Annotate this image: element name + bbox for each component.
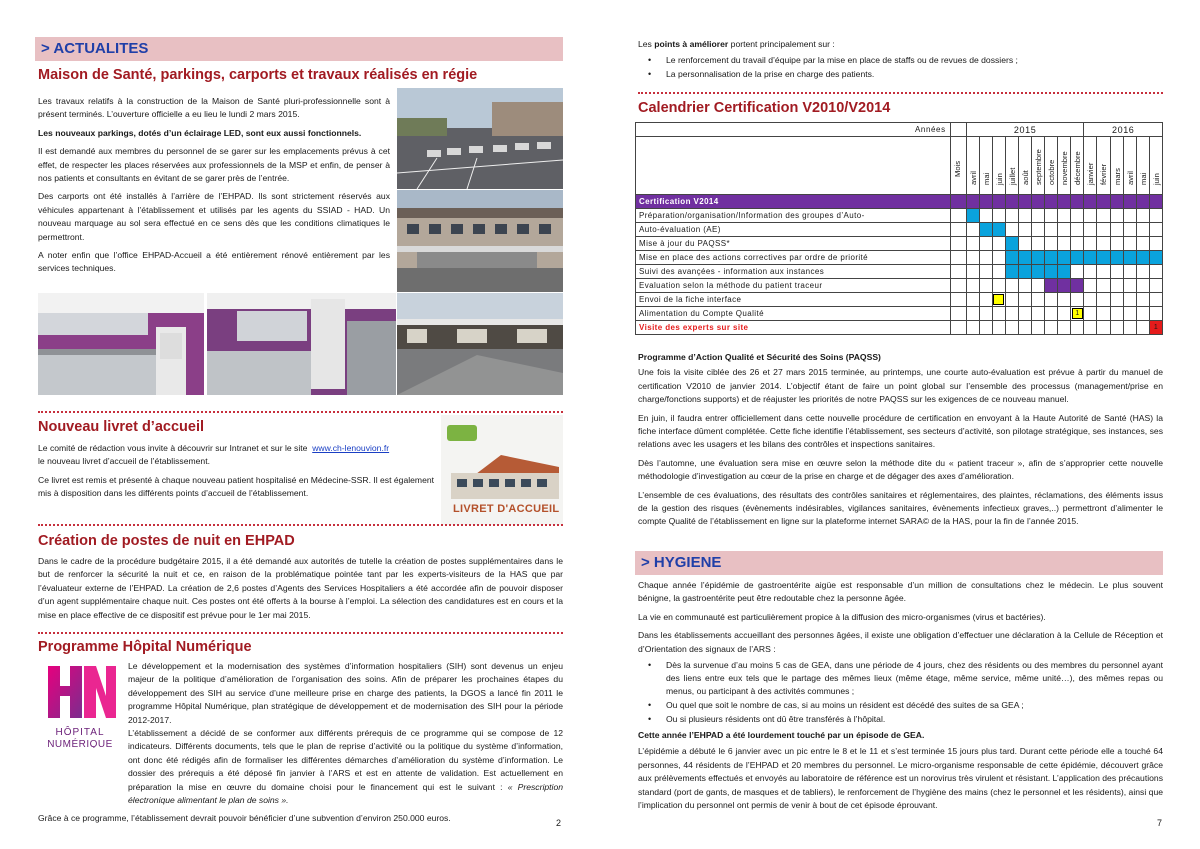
gantt-cell (966, 293, 979, 307)
gantt-cell (979, 209, 992, 223)
maison-p5: A noter enfin que l’office EHPAD-Accueil a été entièrement rénové entièrement par les services techniques. (38, 250, 390, 274)
gantt-cell (992, 321, 1005, 335)
gantt-cell (1110, 251, 1123, 265)
office-photo-2 (207, 293, 396, 395)
gantt-task-label: Envoi de la fiche interface (636, 293, 951, 307)
gantt-cell (1032, 279, 1045, 293)
gantt-cell (1032, 223, 1045, 237)
gantt-cell (966, 195, 979, 209)
gantt-month-label: juin (1151, 173, 1161, 185)
gantt-cell (1045, 237, 1058, 251)
gantt-cell (1071, 321, 1084, 335)
maison-p1: Les travaux relatifs à la construction de la Maison de Santé pluri-professionnelle sont à présent terminés. L’ouverture officielle a eu lieu le lundi 2 mars 2015. (38, 96, 390, 120)
gantt-cell (1097, 251, 1110, 265)
gantt-cell (1005, 223, 1018, 237)
gantt-cell (1058, 265, 1071, 279)
gantt-month (979, 137, 992, 195)
livret-p2: Ce livret est remis et présenté à chaque nouveau patient hospitalisé en Médecine-SSR. Il est également mis à disposition dans les différents points d’accueil de l’établissement. (38, 474, 435, 499)
gantt-cell (992, 195, 1005, 209)
gantt-cell (992, 265, 1005, 279)
hn-p3: Grâce à ce programme, l’établissement devrait pouvoir bénéficier d’une subvention d’environ 250.000 euros. (38, 813, 451, 824)
gantt-cell (1045, 265, 1058, 279)
livret-text (38, 442, 438, 506)
hygiene-section (638, 579, 1163, 817)
gantt-month (1045, 137, 1058, 195)
gantt-cell (1136, 223, 1149, 237)
gantt-cell (1005, 307, 1018, 321)
maison-text (38, 95, 390, 281)
livret-p1 (38, 442, 438, 469)
gantt-cell (1058, 223, 1071, 237)
gantt-cell (1071, 279, 1084, 293)
gantt-row (636, 279, 1163, 293)
gantt-cell (1097, 195, 1110, 209)
hn-title: Programme Hôpital Numérique (38, 639, 252, 655)
gantt-cell (966, 237, 979, 251)
gantt-cell (1045, 279, 1058, 293)
gantt-cell (1005, 251, 1018, 265)
divider-3 (38, 632, 563, 634)
list-item: • Ou si plusieurs résidents ont dû être transférés à l’hôpital. (638, 713, 1163, 726)
gantt-cell (1136, 209, 1149, 223)
gantt-cell (1084, 321, 1097, 335)
livret-p1a: Le comité de rédaction vous invite à découvrir sur Intranet et sur le site (38, 443, 308, 453)
gantt-task-label: Mise à jour du PAQSS* (636, 237, 951, 251)
gantt-cell (1123, 195, 1136, 209)
gantt-row (636, 209, 1163, 223)
gantt-cell (1084, 237, 1097, 251)
gantt-task-label: Certification V2014 (636, 195, 951, 209)
gantt-cell (1019, 265, 1032, 279)
gantt-cell (1032, 293, 1045, 307)
gantt-cell (1110, 223, 1123, 237)
gantt-month (1136, 137, 1149, 195)
gantt-cell (1005, 265, 1018, 279)
gantt-cell (1084, 209, 1097, 223)
gantt-cell (979, 223, 992, 237)
gantt-cell (1019, 237, 1032, 251)
gantt-cell (1058, 209, 1071, 223)
site-link[interactable]: www.ch-lenouvion.fr (312, 443, 390, 453)
gantt-cell (1149, 195, 1162, 209)
gantt-cell (979, 279, 992, 293)
gantt-row (636, 223, 1163, 237)
gantt-cell (1097, 279, 1110, 293)
gantt-row (636, 251, 1163, 265)
hn-p2 (38, 727, 563, 807)
gantt-mark: 1 (1072, 308, 1083, 319)
gantt-cell (1136, 195, 1149, 209)
nuit-text (38, 555, 563, 627)
gantt-header-annees: Années (636, 123, 951, 137)
gantt-task-label: Alimentation du Compte Qualité (636, 307, 951, 321)
carport-photo (397, 190, 563, 292)
gantt-month-label: février (1099, 163, 1109, 185)
paqss-title: Programme d’Action Qualité et Sécurité des Soins (PAQSS) (638, 352, 881, 362)
logo-line1: HÔPITAL (55, 727, 105, 738)
gantt-table (635, 122, 1163, 335)
gantt-month-label: juin (994, 173, 1004, 185)
hn-p1: Le développement et la modernisation des systèmes d’information hospitaliers (SIH) sont devenus un enjeu majeur de la politique d’amélioration de l’organisation des soins. Afin de préparer les prochaines étapes du développement des SIH au service d’une meilleure prise en charge des patients, la DGOS a lancé fin 2011 le programme Hôpital Numérique, plan stratégique de développement et de modernisation des SIH pour la période 2012-2017. (128, 661, 563, 725)
gantt-cell (1084, 293, 1097, 307)
livret-title: Nouveau livret d’accueil (38, 419, 205, 435)
gantt-month-label: mai (1138, 172, 1148, 185)
gantt-cell (1110, 195, 1123, 209)
gantt-cell (1019, 279, 1032, 293)
ameliorer-block (638, 38, 1163, 82)
gantt-cell (1097, 307, 1110, 321)
hn-p2-text: L’établissement a décidé de se conformer aux différents prérequis de ce programme qui se compose de 12 indicateurs. Différents documents, tels que le plan de reprise d’activité ou la politique du système d’information, ont donc été rédigés afin de formaliser les différentes démarches d’amélioration du système d’information. Le dossier des prérequis a été déposé fin janvier à l’ARS et est en attente de validation. Est actuellement en préparation la mise en œuvre du domaine choisi pour le financement qui est le suivant : (128, 728, 563, 792)
gantt-month (1032, 137, 1045, 195)
gantt-task-label: Préparation/organisation/Information des groupes d’Auto- (636, 209, 951, 223)
nuit-p1: Dans le cadre de la procédure budgétaire 2015, il a été demandé aux autorités de tutelle la création de postes supplémentaires dans le but de renforcer la sécurité la nuit et ce, en raison de la problématique pointée tant par les experts-visiteurs de la HAS que par l’évaluateur externe de l’EHPAD. La création de 2,6 postes d’Agents des Services Hospitaliers a été accordée afin de pouvoir disposer d’un agent supplémentaire chaque nuit. Ces postes ont été offerts à la bourse à l’emploi. La sélection des candidatures est en cours et la mise en place effective de ce dispositif est prévue pour le 1er mai 2015. (38, 556, 563, 620)
gantt-cell (1110, 321, 1123, 335)
gantt-cell (1032, 195, 1045, 209)
gantt-cell (1071, 223, 1084, 237)
gantt-month-label: septembre (1034, 149, 1044, 185)
paqss-section (638, 351, 1163, 534)
gantt-cell (979, 321, 992, 335)
gantt-month (1097, 137, 1110, 195)
gantt-cell (1149, 307, 1162, 321)
gantt-cell (1058, 195, 1071, 209)
gantt-month-label: avril (1125, 171, 1135, 185)
gantt-month-label: mai (981, 172, 991, 185)
gantt-cell (966, 321, 979, 335)
gantt-task-label: Mise en place des actions correctives par ordre de priorité (636, 251, 951, 265)
gantt-cell (1149, 237, 1162, 251)
gantt-cell (1084, 195, 1097, 209)
gantt-cell (966, 251, 979, 265)
gantt-cell (1019, 251, 1032, 265)
gantt-cell (1084, 223, 1097, 237)
gantt-cell (1071, 265, 1084, 279)
gantt-cell (1032, 265, 1045, 279)
gantt-cell (1058, 307, 1071, 321)
intro-pre: Les (638, 39, 652, 49)
livret-cover (441, 415, 563, 525)
gantt-cell (992, 251, 1005, 265)
gantt-cell (992, 279, 1005, 293)
gantt-cell (1005, 195, 1018, 209)
gantt-cell (1019, 321, 1032, 335)
list-item: • Dès la survenue d’au moins 5 cas de GEA, dans une période de 4 jours, chez des résidents ou des membres du personnel ayant des liens entre eux tels que le partage des mêmes lieux (même étage, même service, même unité…), des mêmes repas ou menus, ou participant à des activités communes ; (638, 659, 1163, 698)
gantt-cell (1123, 293, 1136, 307)
hyg-p1: Chaque année l’épidémie de gastroentérite aigüe est responsable d’un million de consultations chez le médecin. Le plus souvent bénigne, la gastroentérite peut être redoutable chez la personne âgée. (638, 580, 1163, 604)
gantt-month-label: décembre (1073, 151, 1083, 185)
livret-cover-title: LIVRET D'ACCUEIL (453, 503, 560, 515)
gantt-cell (1084, 279, 1097, 293)
livret-p1b: le nouveau livret d’accueil de l’établissement. (38, 456, 210, 467)
gantt-cell (966, 265, 979, 279)
gantt-cell (1071, 251, 1084, 265)
maison-p3: Il est demandé aux membres du personnel de se garer sur les emplacements prévus à cet effet, de respecter les places réservées aux professionnels de la MSP et enfin, de penser à nos patients et consultants en évitant de se garer près de l’entrée. (38, 146, 390, 184)
intro-post: portent principalement sur : (730, 39, 835, 49)
building-photo (397, 293, 563, 395)
paqss-p4: L’ensemble de ces évaluations, des résultats des contrôles sanitaires et réglementaires, des plaintes, réclamations, des éléments issus de la gestion des risques (évènements indésirables, vigilances sanitaires, évènements infectieux graves,..) permettront d’alimenter le compte Qualité de l’établissement en ligne sur la plateforme internet SARA© de la HAS, pour la fin de l’année 2015. (638, 489, 1163, 527)
gantt-cell (992, 223, 1005, 237)
gantt-cell (1045, 195, 1058, 209)
gantt-cell (1084, 307, 1097, 321)
gantt-month-label: novembre (1060, 151, 1070, 185)
gantt-cell (1005, 321, 1018, 335)
gantt-cell (1097, 321, 1110, 335)
gantt-cell (1045, 209, 1058, 223)
gantt-cell (979, 251, 992, 265)
gantt-cell (966, 209, 979, 223)
gantt-cell (1123, 237, 1136, 251)
hn-p2-quote: « Prescription électronique alimentant le plan de soins ». (128, 781, 564, 806)
gantt-cell (1005, 279, 1018, 293)
gantt-cell (1005, 293, 1018, 307)
gantt-cell (1005, 237, 1018, 251)
gantt-cell (1071, 237, 1084, 251)
divider-2 (38, 524, 563, 526)
gantt-cell (992, 293, 1005, 307)
gantt-cell (966, 223, 979, 237)
gantt-cell (1123, 209, 1136, 223)
gantt-cell (1123, 279, 1136, 293)
gantt-cell (1136, 307, 1149, 321)
intro-bold: points à améliorer (654, 39, 729, 49)
gantt-cell (1019, 223, 1032, 237)
gantt-cell (1136, 251, 1149, 265)
gantt-cell (1110, 209, 1123, 223)
list-item: • Ou quel que soit le nombre de cas, si au moins un résident est décédé des suites de sa GEA ; (638, 699, 1163, 712)
paqss-p2: En juin, il faudra entrer officiellement dans cette nouvelle procédure de certification en envoyant à la Haute Autorité de Santé (HAS) la fiche interface dûment complétée. Cette fiche identifie l’établissement, ses secteurs d’activité, son pilotage stratégique, ses instances, ses relations avec les usagers et les bilans des contrôles et inspections sanitaires. (638, 412, 1163, 450)
gantt-cell (1097, 237, 1110, 251)
office-photo-1 (38, 293, 204, 395)
gantt-year-2016: 2016 (1084, 123, 1163, 137)
list-item: • Le renforcement du travail d’équipe par la mise en place de staffs ou de revues de dossiers ; (638, 54, 1163, 67)
maison-title: Maison de Santé, parkings, carports et travaux réalisés en régie (38, 67, 478, 83)
gantt-cell (979, 265, 992, 279)
gantt-cell (1032, 321, 1045, 335)
gantt-cell (1123, 321, 1136, 335)
gantt-cell (979, 307, 992, 321)
gantt-year-2015: 2015 (966, 123, 1084, 137)
gantt-cell (1071, 209, 1084, 223)
gantt-cell (1110, 307, 1123, 321)
gantt-cell (1084, 251, 1097, 265)
ameliorer-list (638, 54, 1163, 81)
gantt-month (1071, 137, 1084, 195)
section-band-hygiene: > HYGIENE (635, 551, 1163, 575)
gantt-cell (1019, 195, 1032, 209)
hn-text-right (128, 660, 563, 732)
gantt-cell (1045, 251, 1058, 265)
logo-line2: NUMÉRIQUE (47, 739, 113, 748)
gantt-cell (1097, 265, 1110, 279)
gantt-month-label: mars (1112, 168, 1122, 185)
gantt-row (636, 307, 1163, 321)
ameliorer-intro (638, 38, 1163, 51)
gantt-cell (992, 237, 1005, 251)
gantt-month-label: janvier (1086, 162, 1096, 185)
gantt-cell (1123, 251, 1136, 265)
gantt-cell (1005, 209, 1018, 223)
gantt-cell (1110, 265, 1123, 279)
gantt-cell (1045, 321, 1058, 335)
gantt-cell (1032, 251, 1045, 265)
gantt-cell (1032, 307, 1045, 321)
gantt-month (1123, 137, 1136, 195)
gantt-cell (1110, 279, 1123, 293)
gantt-task-label: Evaluation selon la méthode du patient traceur (636, 279, 951, 293)
gantt-task-label: Auto-évaluation (AE) (636, 223, 951, 237)
divider-right-1 (638, 92, 1163, 94)
gantt-cell (979, 293, 992, 307)
gantt-cell (1123, 307, 1136, 321)
gantt-cell (1123, 265, 1136, 279)
gantt-month (1149, 137, 1162, 195)
divider-1 (38, 411, 563, 413)
gantt-header-mois: Mois (952, 160, 962, 177)
gantt-row (636, 265, 1163, 279)
gantt-month-label: avril (968, 171, 978, 185)
maison-p4: Des carports ont été installés à l’arrière de l’EHPAD. Ils sont strictement réservés aux véhicules appartenant à l’établissement et utilisés par les agents du SSIAD - HAD. Un nouveau marquage au sol sera effectué en ce sens dès que les conditions climatiques le permettront. (38, 191, 390, 242)
gantt-task-label: Suivi des avançées - information aux instances (636, 265, 951, 279)
gantt-cell: 1 (1149, 321, 1162, 335)
section-band-actualites: > ACTUALITES (35, 37, 563, 61)
gantt-cell (1110, 293, 1123, 307)
gantt-cell (1097, 223, 1110, 237)
parking-photo (397, 88, 563, 189)
calendar-title: Calendrier Certification V2010/V2014 (638, 100, 891, 116)
gantt-cell (1097, 209, 1110, 223)
gantt-cell (1058, 293, 1071, 307)
gantt-task-label: Visite des experts sur site (636, 321, 951, 335)
paqss-p3: Dès l’automne, une évaluation sera mise en œuvre selon la méthode dite du « patient traceur », afin de s’approprier cette nouvelle méthodologie d’investigation au cœur de la prise en charge et de dégager des axes d’amélioration. (638, 457, 1163, 482)
maison-p2: Les nouveaux parkings, dotés d’un éclairage LED, sont eux aussi fonctionnels. (38, 127, 362, 138)
gantt-cell (1149, 209, 1162, 223)
gantt-cell (1136, 279, 1149, 293)
gantt-cell (1045, 223, 1058, 237)
gantt-month (992, 137, 1005, 195)
gantt-cell (1149, 223, 1162, 237)
gantt-cell (979, 237, 992, 251)
hyg-p3: Dans les établissements accueillant des personnes âgées, il existe une obligation d’effectuer une déclaration à la Cellule de Réception et d’Orientation des signaux de l’ARS : (638, 630, 1163, 654)
gantt-cell (992, 209, 1005, 223)
gantt-cell (1149, 279, 1162, 293)
gantt-cell (1071, 195, 1084, 209)
gantt-row (636, 293, 1163, 307)
gantt-cell (1136, 293, 1149, 307)
gantt-cell (1045, 293, 1058, 307)
gantt-cell (992, 307, 1005, 321)
gantt-cell (1058, 321, 1071, 335)
gantt-cell (1058, 251, 1071, 265)
gantt-cell (1032, 209, 1045, 223)
gantt-cell (1149, 251, 1162, 265)
hyg-bold-line: Cette année l’EHPAD a été lourdement touché par un épisode de GEA. (638, 730, 925, 741)
gantt-cell (1058, 279, 1071, 293)
page-number-right: 7 (1157, 818, 1163, 828)
gantt-cell (966, 307, 979, 321)
right-page (600, 0, 1200, 849)
gantt-cell (1110, 237, 1123, 251)
hyg-p4: L’épidémie a débuté le 6 janvier avec un pic entre le 8 et le 11 et s’est terminée 15 jours plus tard. Durant cette période elle a touché 64 personnes, 44 résidents de l’EHPAD et 20 membres du personnel. Le micro-organisme responsable de cette épidémie, découvert grâce aux prélèvements effectués et envoyés au laboratoire de référence est un norovirus très virulent et résistant. L’application des précautions standard (port de gants, de masques et de tabliers), le renforcement de l’hygiène des mains (chez le personnel et les résidents), ainsi que l’implication du personnel ont permis de venir à bout de cet épisode éprouvant. (638, 746, 1163, 811)
nuit-title: Création de postes de nuit en EHPAD (38, 533, 295, 549)
gantt-month (1084, 137, 1097, 195)
gantt-month-label: juillet (1007, 167, 1017, 185)
gantt-cell (1045, 307, 1058, 321)
gantt-cell (1019, 307, 1032, 321)
gantt-row (636, 237, 1163, 251)
gantt-cell (979, 195, 992, 209)
gantt-cell (1019, 209, 1032, 223)
gantt-cell (1019, 293, 1032, 307)
gantt-cell (1149, 265, 1162, 279)
gantt-month-label: octobre (1047, 159, 1057, 185)
gantt-cell (1032, 237, 1045, 251)
page-number-left: 2 (556, 818, 562, 828)
gantt-cell (1097, 293, 1110, 307)
gantt-month (1110, 137, 1123, 195)
gantt-cell (1071, 293, 1084, 307)
gantt-cell (966, 279, 979, 293)
gantt-row (636, 321, 1163, 335)
hyg-list (638, 659, 1163, 726)
gantt-cell (1136, 237, 1149, 251)
gantt-cell (1058, 237, 1071, 251)
gantt-month-label: août (1021, 170, 1031, 185)
gantt-row (636, 195, 1163, 209)
gantt-cell (1149, 293, 1162, 307)
gantt-cell (1071, 307, 1084, 321)
gantt-month (966, 137, 979, 195)
gantt-cell (1123, 223, 1136, 237)
gantt-cell (1136, 321, 1149, 335)
gantt-cell (1084, 265, 1097, 279)
list-item: • La personnalisation de la prise en charge des patients. (638, 68, 1163, 81)
gantt-month (1058, 137, 1071, 195)
paqss-p1: Une fois la visite ciblée des 26 et 27 mars 2015 terminée, au printemps, une courte auto-évaluation est prévue à partir du manuel de certification V2010 de janvier 2014. L’objectif étant de faire un point global sur l’ensemble des processus (management/prise en charge/fonctions supports) et de réajuster les priorités de notre PAQSS sur les exigences de ce nouveau manuel. (638, 367, 1163, 405)
hyg-p2: La vie en communauté est particulièrement propice à la diffusion des micro-organismes (virus et bactéries). (638, 611, 1046, 622)
gantt-month (1005, 137, 1018, 195)
certification-gantt (635, 122, 1163, 335)
gantt-cell (1136, 265, 1149, 279)
gantt-month (1019, 137, 1032, 195)
hn-text-full (38, 727, 563, 831)
